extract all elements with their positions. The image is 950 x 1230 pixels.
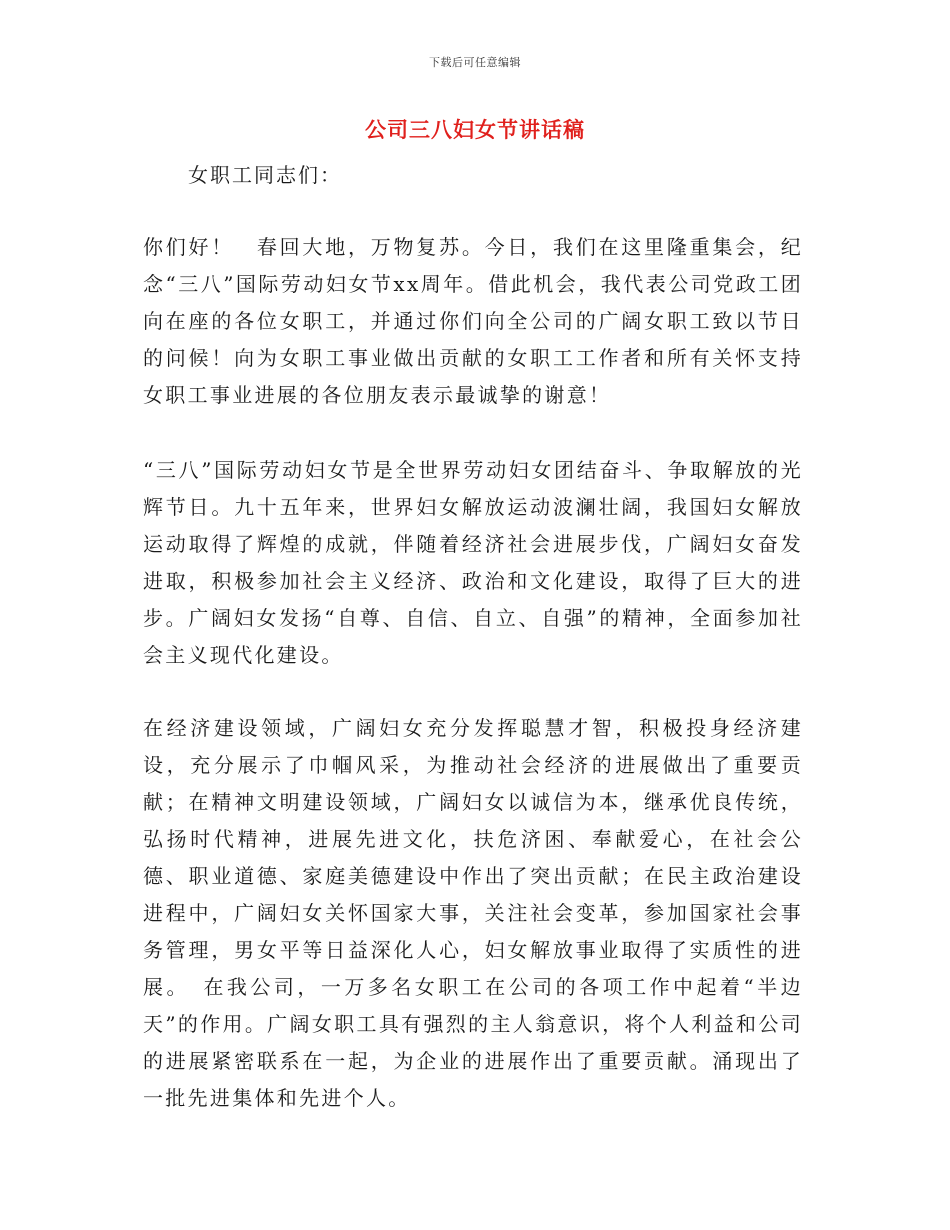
paragraph-holiday-history: “三八”国际劳动妇女节是全世界劳动妇女团结奋斗、争取解放的光辉节日。九十五年来，世界妇女解放运动波澜壮阔，我国妇女解放运动取得了辉煌的成就，伴随着经济社会进展步伐，广阔妇女奋发进取，积极参加社会主义经济、政治和文化建设，取得了巨大的进步。广阔妇女发扬“自尊、自信、自立、自强”的精神，全面参加社会主义现代化建设。 [143, 458, 803, 667]
page-header-note: 下载后可任意编辑 [429, 56, 521, 69]
paragraph-contributions: 在经济建设领域，广阔妇女充分发挥聪慧才智，积极投身经济建设，充分展示了巾帼风采，为推动社会经济的进展做出了重要贡献；在精神文明建设领域，广阔妇女以诚信为本，继承优良传统，弘扬时代精神，进展先进文化，扶危济困、奉献爱心，在社会公德、职业道德、家庭美德建设中作出了突出贡献；在民主政治建设进程中，广阔妇女关怀国家大事，关注社会变革，参加国家社会事务管理，男女平等日益深化人心，妇女解放事业取得了实质性的进展。 在我公司，一万多名女职工在公司的各项工作中起着“半边天”的作用。广阔女职工具有强烈的主人翁意识，将个人利益和公司的进展紧密联系在一起，为企业的进展作出了重要贡献。涌现出了一批先进集体和先进个人。 [143, 716, 803, 1110]
document-title: 公司三八妇女节讲话稿 [365, 118, 585, 142]
paragraph-greeting: 你们好！ 春回大地，万物复苏。今日，我们在这里隆重集会，纪念“三八”国际劳动妇女节xx周年。借此机会，我代表公司党政工团向在座的各位女职工，并通过你们向全公司的广阔女职工致以节日的问候！向为女职工事业做出贡献的女职工工作者和所有关怀支持女职工事业进展的各位朋友表示最诚挚的谢意！ [143, 235, 803, 407]
salutation: 女职工同志们： [188, 163, 342, 187]
